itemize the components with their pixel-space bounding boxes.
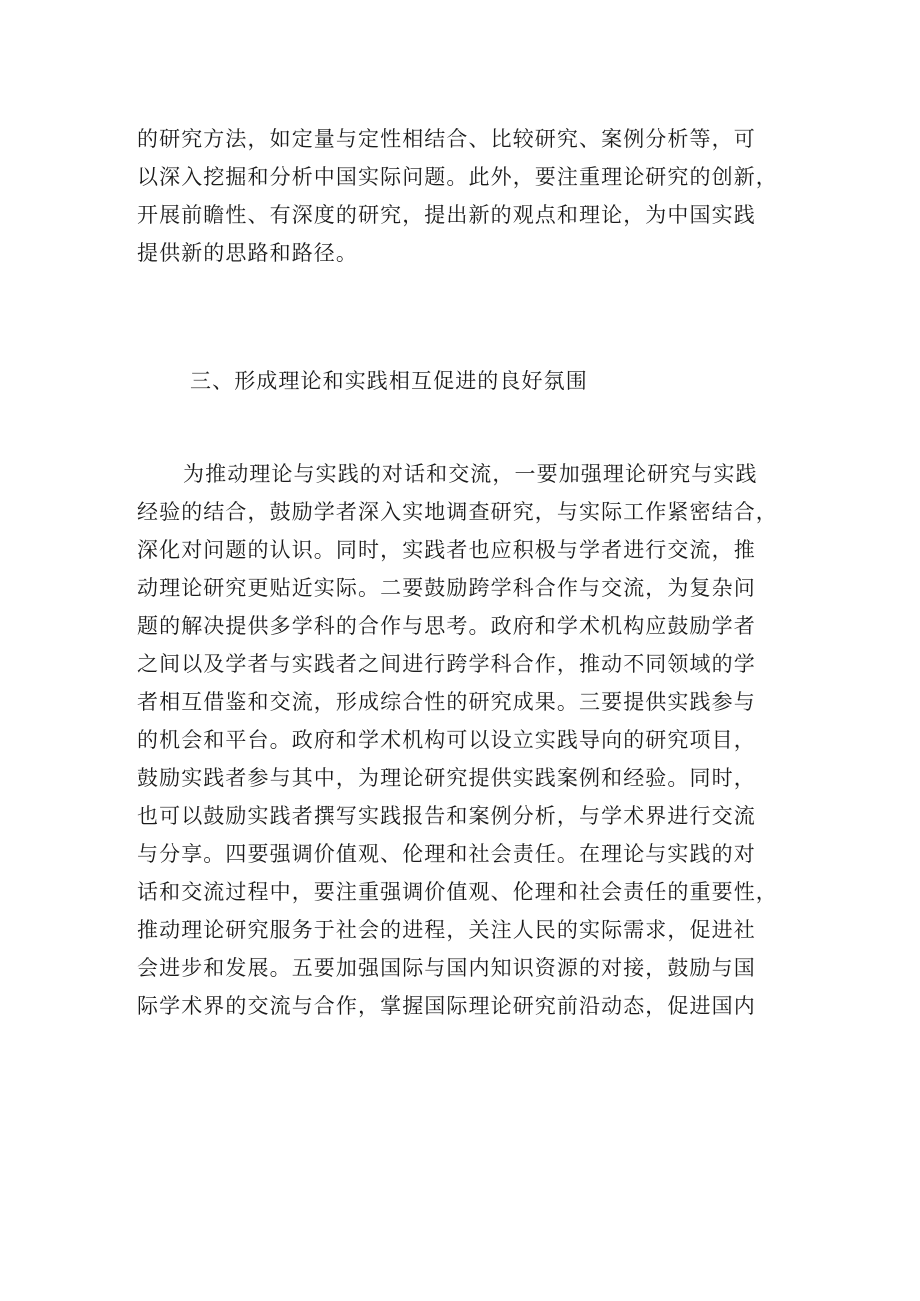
text-line: 经验的结合，鼓励学者深入实地调查研究，与实际工作紧密结合， (137, 500, 778, 524)
text-line: 之间以及学者与实践者之间进行跨学科合作，推动不同领域的学 (137, 652, 756, 676)
text-line: 的研究方法，如定量与定性相结合、比较研究、案例分析等，可 (137, 127, 756, 151)
text-line: 际学术界的交流与合作，掌握国际理论研究前沿动态，促进国内 (137, 994, 756, 1018)
text-line: 题的解决提供多学科的合作与思考。政府和学术机构应鼓励学者 (137, 614, 756, 638)
text-line: 深化对问题的认识。同时，实践者也应积极与学者进行交流，推 (137, 538, 756, 562)
text-line: 推动理论研究服务于社会的进程，关注人民的实际需求，促进社 (137, 918, 756, 942)
text-line: 为推动理论与实践的对话和交流，一要加强理论研究与实践 (183, 462, 758, 486)
text-line: 开展前瞻性、有深度的研究，提出新的观点和理论，为中国实践 (137, 203, 756, 227)
text-line: 动理论研究更贴近实际。二要鼓励跨学科合作与交流，为复杂问 (137, 576, 756, 600)
section-heading: 三、形成理论和实践相互促进的良好氛围 (190, 369, 588, 393)
text-line: 与分享。四要强调价值观、伦理和社会责任。在理论与实践的对 (137, 842, 756, 866)
text-line: 提供新的思路和路径。 (137, 241, 358, 265)
text-line: 以深入挖掘和分析中国实际问题。此外，要注重理论研究的创新， (137, 165, 778, 189)
text-line: 鼓励实践者参与其中，为理论研究提供实践案例和经验。同时， (137, 766, 756, 790)
text-line: 的机会和平台。政府和学术机构可以设立实践导向的研究项目， (137, 728, 756, 752)
paragraph-body (137, 455, 797, 1025)
text-line: 会进步和发展。五要加强国际与国内知识资源的对接，鼓励与国 (137, 956, 756, 980)
text-line: 话和交流过程中，要注重强调价值观、伦理和社会责任的重要性， (137, 880, 778, 904)
paragraph-continuation (137, 120, 797, 272)
text-line: 也可以鼓励实践者撰写实践报告和案例分析，与学术界进行交流 (137, 804, 756, 828)
text-line: 者相互借鉴和交流，形成综合性的研究成果。三要提供实践参与 (137, 690, 756, 714)
